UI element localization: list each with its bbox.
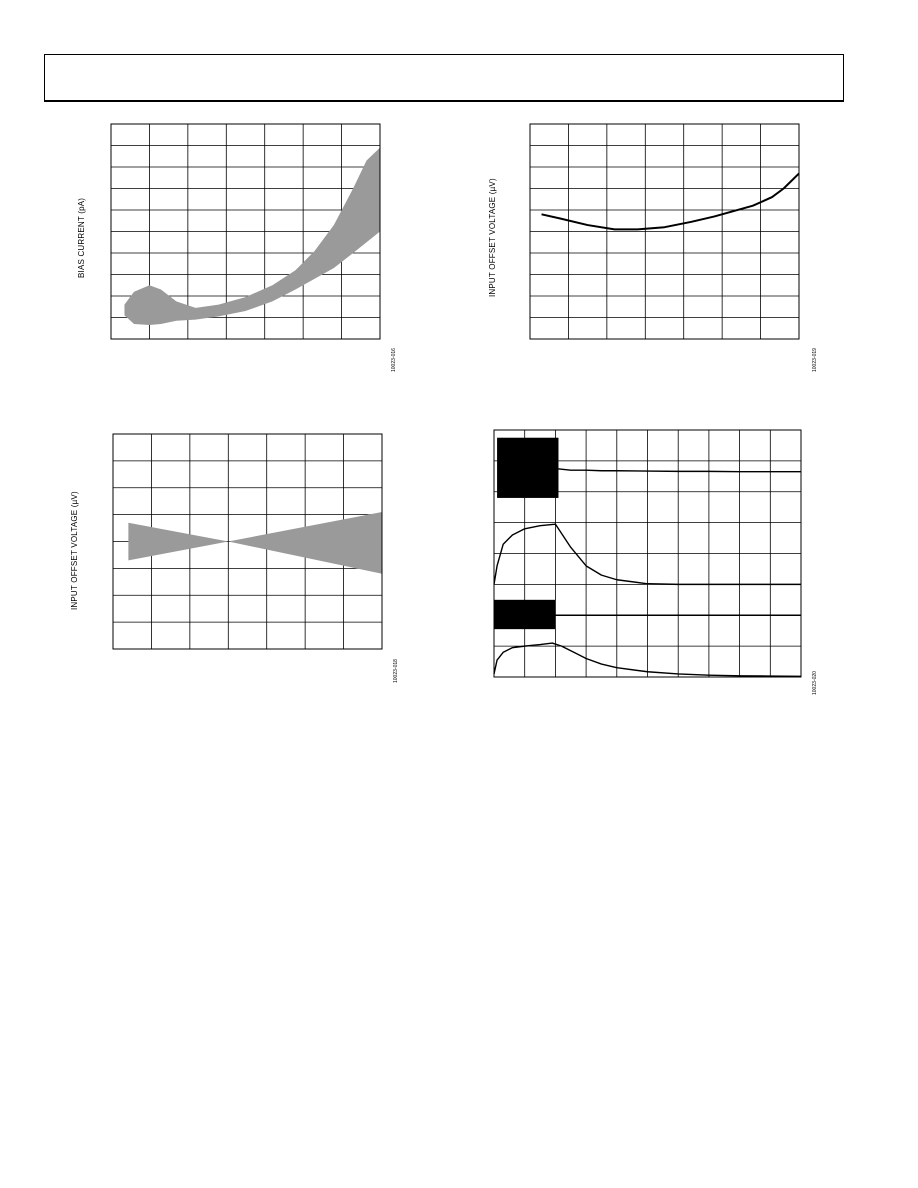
pulse-block-0 (497, 438, 558, 498)
chart1-ylabel: BIAS CURRENT (pA) (77, 197, 86, 278)
chart3-ylabel: INPUT OFFSET VOLTAGE (µV) (70, 491, 79, 610)
pulse-block-1 (494, 600, 555, 629)
chart2-ylabel: INPUT OFFSET VOLTAGE (µV) (488, 178, 497, 297)
chart4-figure-id: 10023-020 (812, 671, 818, 695)
chart3-figure-id: 10023-018 (393, 659, 399, 683)
chart2-figure-id: 10023-019 (812, 348, 818, 372)
chart1-figure-id: 10023-016 (391, 348, 397, 372)
